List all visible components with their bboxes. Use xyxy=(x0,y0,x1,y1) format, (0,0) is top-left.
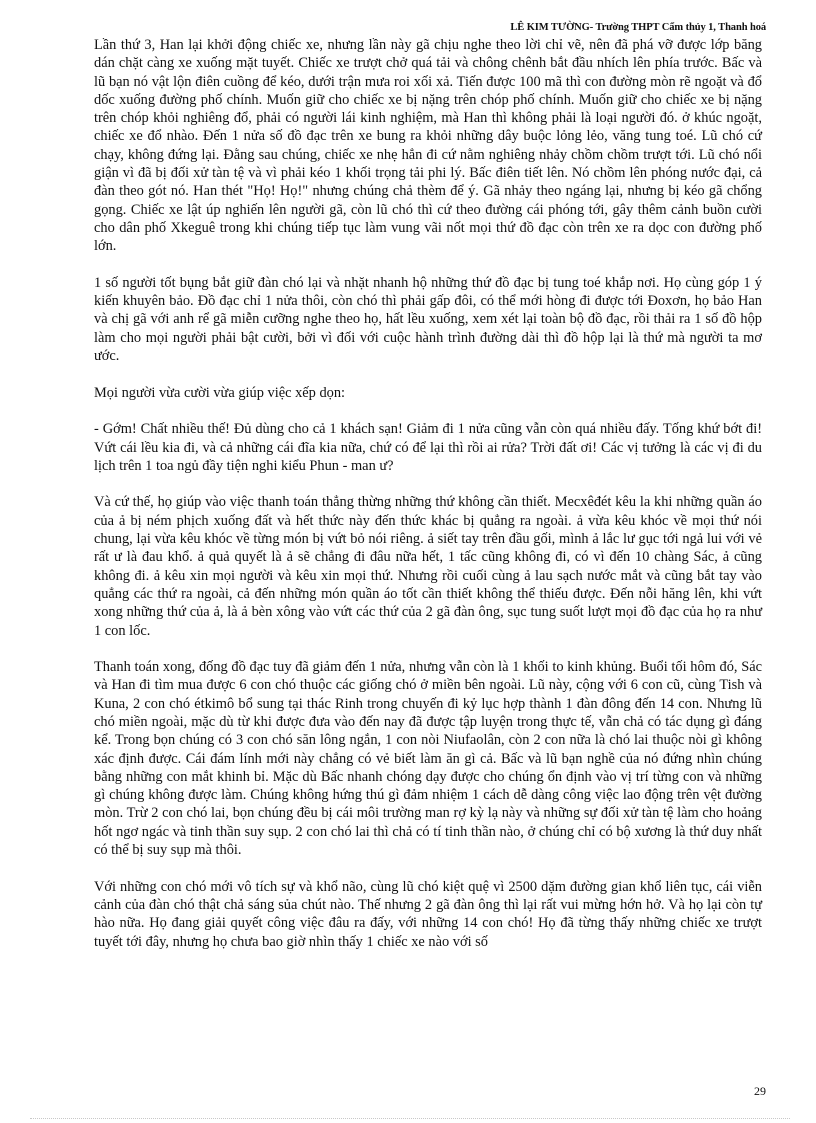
page-number: 29 xyxy=(754,1084,766,1098)
paragraph-1: Lần thứ 3, Han lại khởi động chiếc xe, nhưng lần này gã chịu nghe theo lời chỉ vẽ, nên đã phá vỡ được lớp băng dán chặt càng xe xuống mặt tuyết. Chiếc xe trượt chở quá tải và chông chênh bắt đầu nhích lên phía trước. Bấc và lũ bạn nó vật lộn điên cuồng để kéo, dưới trận mưa roi xối xả. Tiến được 100 mã thì con đường mòn rẽ ngoặt và đổ dốc xuống đường phố chính. Muốn giữ cho chiếc xe bị nặng trên chóp phố chính. Muốn giữ cho chiếc xe bị nặng trên chóp khỏi nghiêng đổ, phải có người lái kinh nghiệm, mà Han thì không phải là loại người đó. ở khúc ngoặt, chiếc xe đổ nhào. Đến 1 nửa số đồ đạc trên xe bung ra khỏi những dây buộc lỏng lẻo, văng tung toé. Lũ chó cứ chạy, không đứng lại. Đằng sau chúng, chiếc xe nhẹ hẳn đi cứ nằm nghiêng nhảy chồm chồm trượt tới. Lũ chó nổi giận vì đã bị đối xử tàn tệ và vì phải kéo 1 khối trọng tải phi lý. Bấc điên tiết lên. Nó chồm lên phóng nước đại, cả đàn theo gót nó. Han thét "Họ! Họ!" nhưng chúng chả thèm để ý. Gã nhảy theo ngáng lại, nhưng bị kéo gã chổng gọng. Chiếc xe lật úp nghiến lên người gã, còn lũ chó thì cứ theo đường cái phóng tới, gây thêm cảnh buồn cười cho dân phố Xkeguê trong khi chúng tiếp tục làm vung vãi nốt mọi thứ đồ đạc còn trên xe ra dọc con đường phố lớn. xyxy=(94,37,762,255)
paragraph-7: Với những con chó mới vô tích sự và khổ não, cùng lũ chó kiệt quệ vì 2500 dặm đường gian khổ liên tục, cái viễn cảnh của đàn chó thật chả sáng sủa chút nào. Thế nhưng 2 gã đàn ông thì lại rất vui mừng hớn hở. Và họ lại còn tự hào nữa. Họ đang giải quyết công việc đâu ra đấy, với những 14 con chó! Họ đã từng thấy những chiếc xe trượt tuyết tới đây, nhưng họ chưa bao giờ nhìn thấy 1 chiếc xe nào với số xyxy=(94,878,762,950)
paragraph-6: Thanh toán xong, đống đồ đạc tuy đã giảm đến 1 nửa, nhưng vẫn còn là 1 khối to kinh khủng. Buổi tối hôm đó, Sác và Han đi tìm mua được 6 con chó thuộc các giống chó ở miền bên ngoài. Lũ này, cộng với 6 con cũ, cùng Tish và Kuna, 2 con chó étkimô bổ sung tại thác Rinh trong chuyến đi kỷ lục hợp thành 1 đàn đông đến 14 con. Nhưng lũ chó miền ngoài, mặc dù từ khi được đưa vào đến nay đã được tập luyện trong thực tế, vẫn chả có tác dụng gì đáng kể. Trong bọn chúng có 3 con chó săn lông ngắn, 1 con nòi Niufaolân, còn 2 con nữa là chó lai thuộc nòi gì không xác định được. Cái đám lính mới này chẳng có vẻ biết làm ăn gì cả. Bấc và lũ bạn nghề của nó đứng nhìn chúng bằng những con mắt khinh bỉ. Mặc dù Bấc nhanh chóng dạy được cho chúng ổn định vào vị trí từng con và những gì chúng không được làm. Chúng không hứng thú gì đảm nhiệm 1 cách dễ dàng công việc lao động trên vệt đường mòn. Trừ 2 con chó lai, bọn chúng đều bị cái môi trường man rợ kỳ lạ này và những sự đối xử tàn tệ làm cho hoảng hốt ngơ ngác và tinh thần suy sụp. 2 con chó lai thì chả có tí tinh thần nào, ở chúng chỉ có bộ xương là thứ duy nhất có thể bị suy sụp mà thôi. xyxy=(94,659,762,859)
paragraph-5: Và cứ thế, họ giúp vào việc thanh toán thẳng thừng những thứ không cần thiết. Mecxêđét kêu la khi những quần áo của ả bị ném phịch xuống đất và hết thức này đến thức khác bị quẳng ra ngoài. ả vừa kêu khóc về mọi thứ nói chung, lại vừa kêu khóc về từng món bị vứt bỏ nói riêng. ả siết tay trên đầu gối, mình ả lắc lư gục tới ngả lui với vẻ rất ư là đau khổ. ả quả quyết là ả sẽ chẳng đi đâu nữa hết, 1 tấc cũng không đi, có vì đến 10 chàng Sác, ả cũng không đi. ả kêu xin mọi người và kêu xin mọi thứ. Nhưng rồi cuối cùng ả lau sạch nước mắt và cũng bắt tay vào quẳng các thứ ra ngoài, cả đến những món quần áo tốt cần thiết không thể thiếu được. Đến nỗi hăng lên, khi vứt xong những thứ của ả, là ả bèn xông vào vứt các thứ của 2 gã đàn ông, sục tung suốt lượt mọi đồ đạc của họ ra như 1 con lốc. xyxy=(94,494,762,639)
paragraph-3: Mọi người vừa cười vừa giúp việc xếp dọn: xyxy=(94,384,346,401)
document-body xyxy=(94,36,762,969)
paragraph-2: 1 số người tốt bụng bắt giữ đàn chó lại và nhặt nhanh hộ những thứ đồ đạc bị tung toé khắp nơi. Họ cùng góp 1 ý kiến khuyên bảo. Đồ đạc chỉ 1 nửa thôi, còn chó thì phải gấp đôi, có thể mới hòng đi được tới Đoxơn, họ bảo Han và chị gã với anh rể gã miễn cưỡng nghe theo họ, hất lều xuống, xem xét lại toàn bộ đồ đạc, rồi thải ra 1 số đồ hộp làm cho mọi người phải bật cười, bởi vì đối với cuộc hành trình đường dài thì đồ hộp lại là thứ mà người ta mơ ước. xyxy=(94,274,762,365)
page-bottom-divider xyxy=(30,1118,790,1119)
paragraph-4: - Gớm! Chất nhiều thế! Đủ dùng cho cả 1 khách sạn! Giảm đi 1 nửa cũng vẫn còn quá nhiều đấy. Tống khứ bớt đi! Vứt cái lều kia đi, và cả những cái đĩa kia nữa, chứ có để lại thì rồi ai rửa? Trời đất ơi! Các vị tưởng là các vị đi du lịch trên 1 toa ngủ đầy tiện nghi kiểu Phun - man ư? xyxy=(94,421,762,474)
page-header: LÊ KIM TƯỜNG- Trường THPT Cẩm thủy 1, Thanh hoá xyxy=(510,22,766,33)
